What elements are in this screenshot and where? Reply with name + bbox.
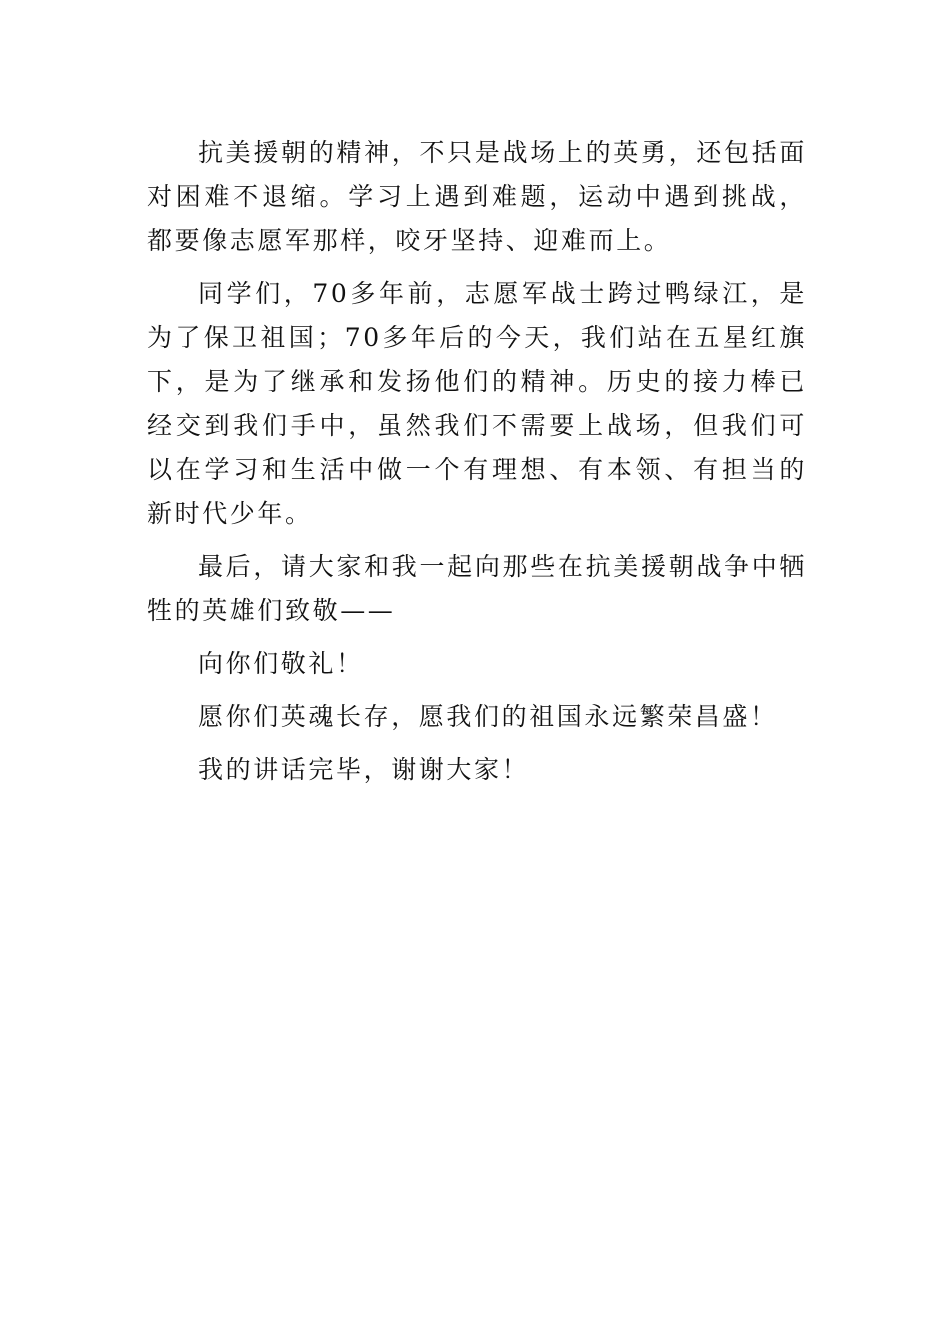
document-body (147, 131, 807, 801)
paragraph-classmates: 同学们，70多年前，志愿军战士跨过鸭绿江，是为了保卫祖国；70多年后的今天，我们站在五星红旗下，是为了继承和发扬他们的精神。历史的接力棒已经交到我们手中，虽然我们不需要上战场，但我们可以在学习和生活中做一个有理想、有本领、有担当的新时代少年。 (147, 279, 807, 528)
paragraph-closing: 我的讲话完毕，谢谢大家！ (198, 755, 530, 784)
paragraph-tribute: 最后，请大家和我一起向那些在抗美援朝战争中牺牲的英雄们致敬—— (147, 552, 807, 625)
paragraph-salute: 向你们敬礼！ (198, 649, 364, 678)
paragraph-spirit: 抗美援朝的精神，不只是战场上的英勇，还包括面对困难不退缩。学习上遇到难题，运动中遇到挑战，都要像志愿军那样，咬牙坚持、迎难而上。 (147, 138, 807, 255)
paragraph-wish: 愿你们英魂长存，愿我们的祖国永远繁荣昌盛！ (198, 702, 778, 731)
